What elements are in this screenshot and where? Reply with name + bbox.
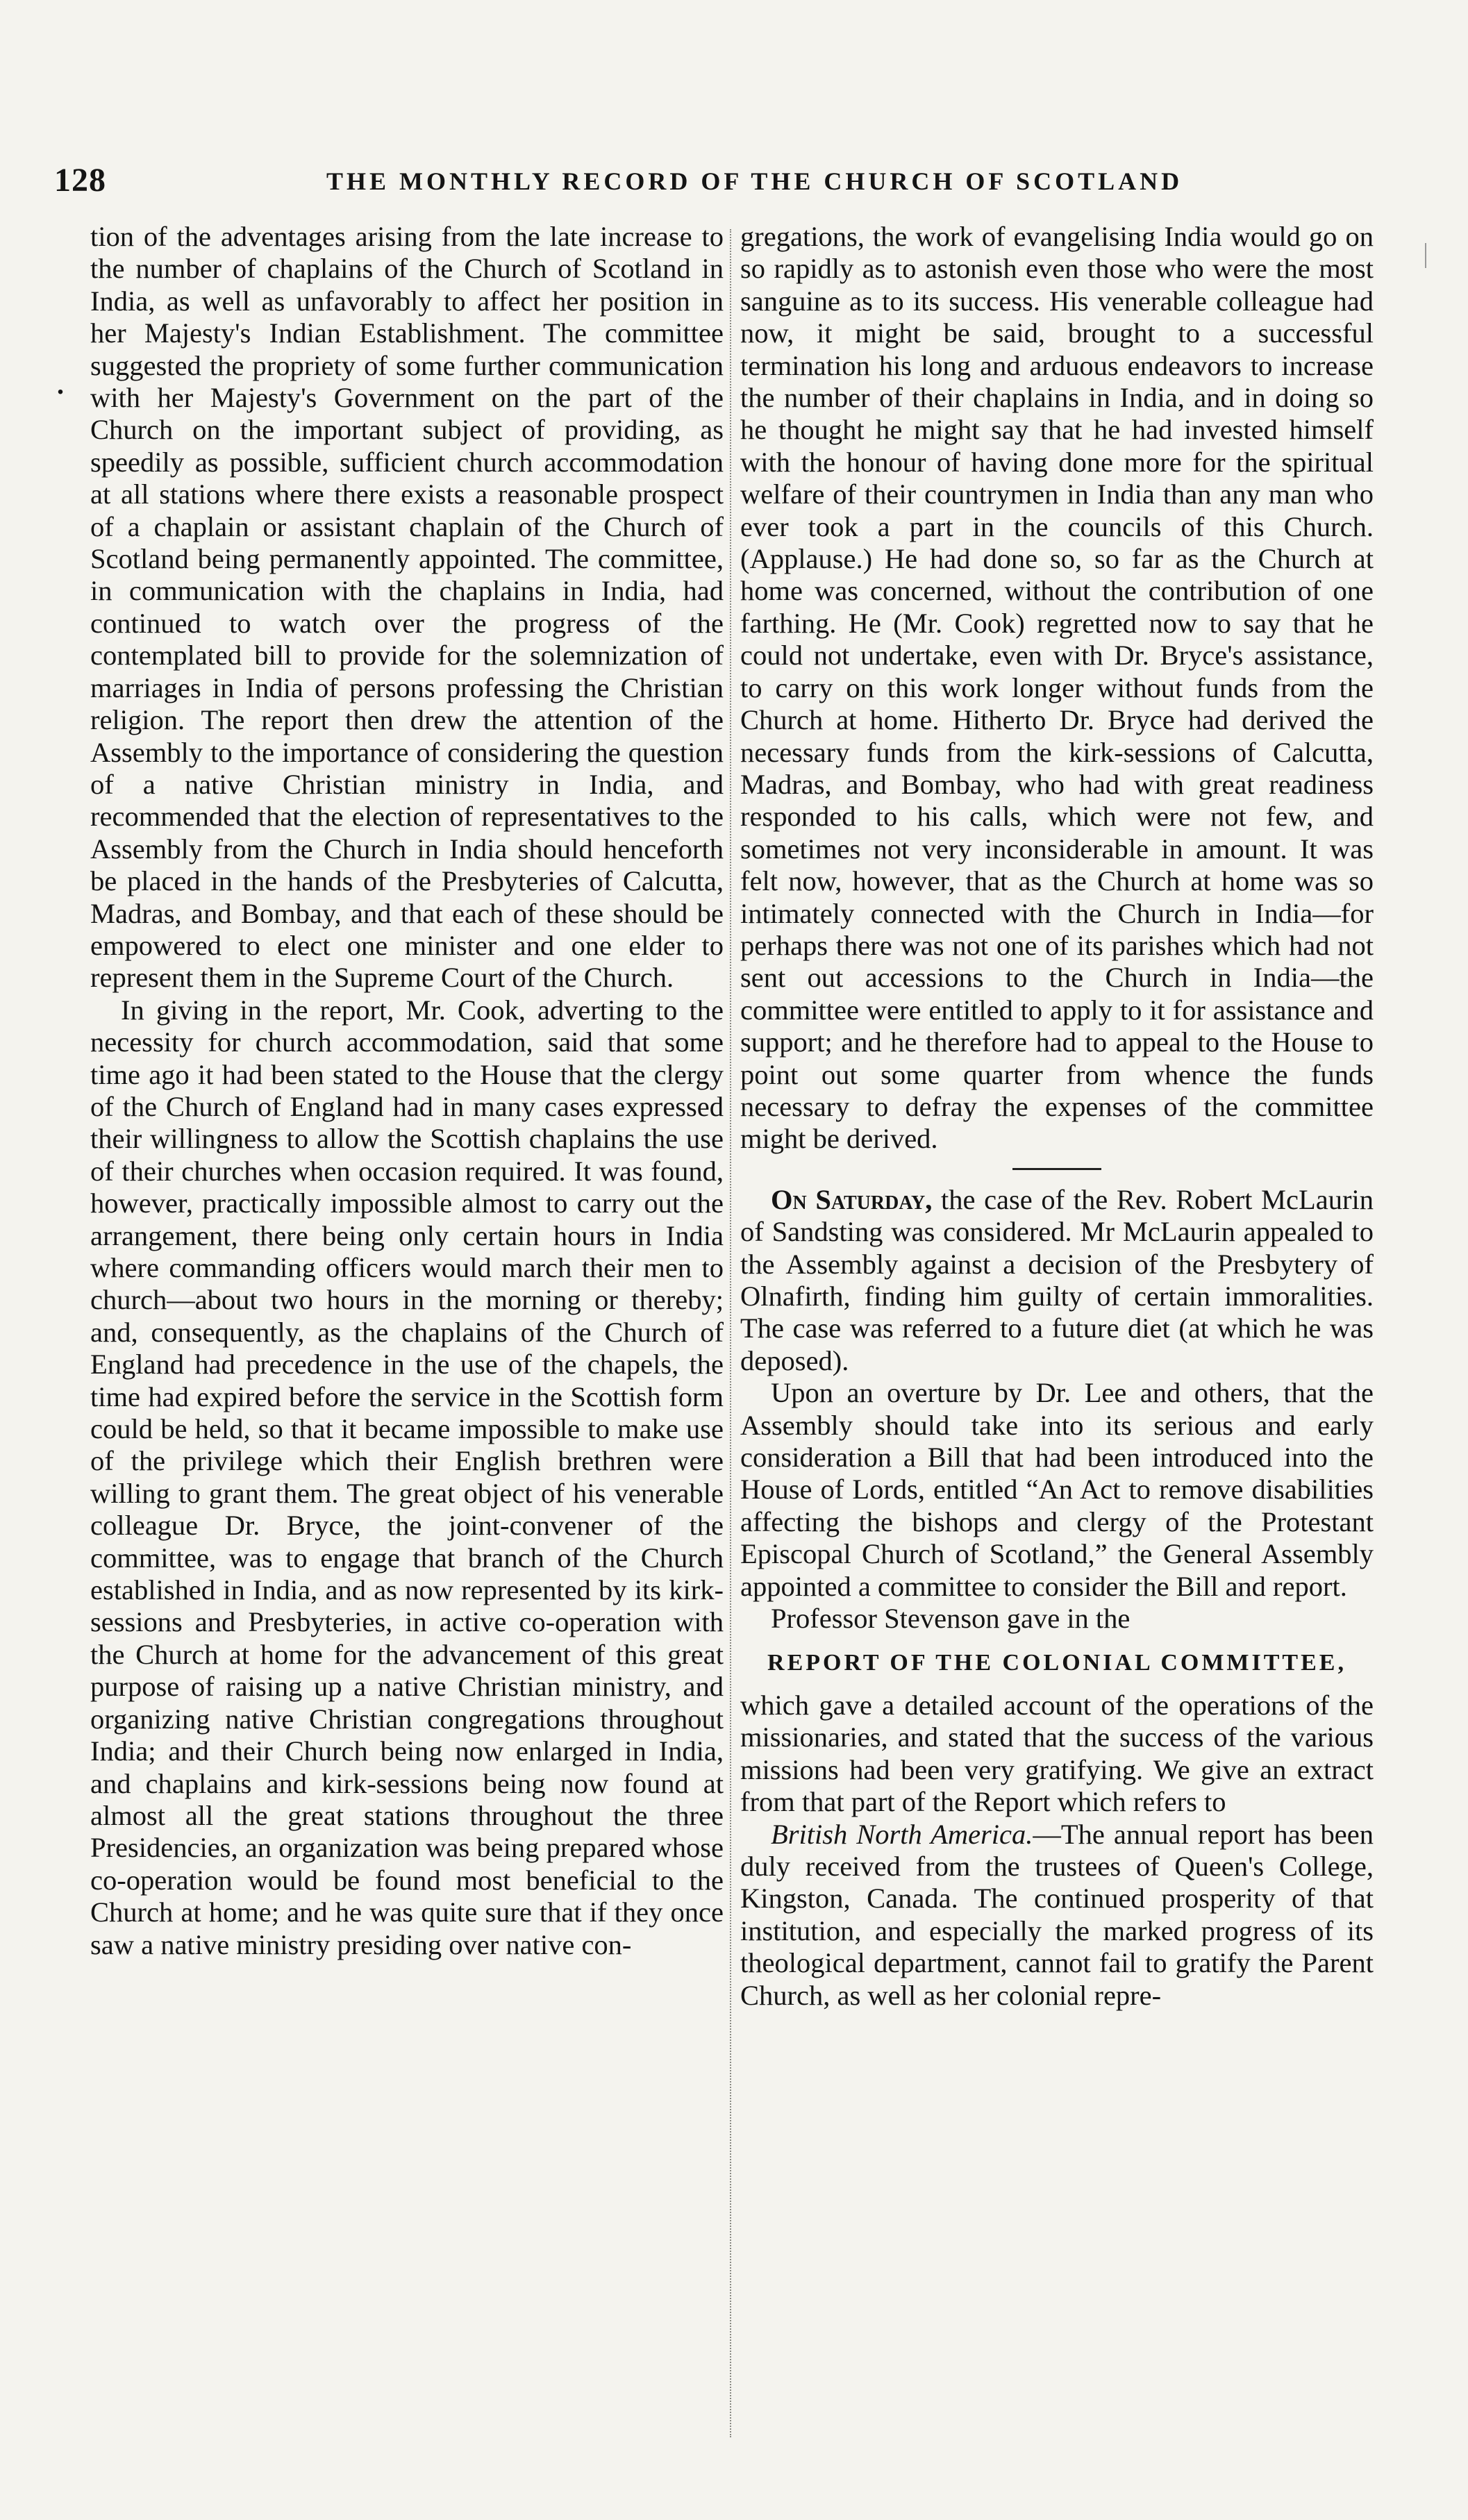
saturday-lead: On Saturday, <box>771 1183 933 1215</box>
running-title: THE MONTHLY RECORD OF THE CHURCH OF SCOTLAND <box>326 167 1183 195</box>
right-paragraph-4: Professor Stevenson gave in the <box>771 1603 1131 1635</box>
british-north-america-text: —The annual report has been duly received from the trustees of Queen's College, Kingston, Canada. The continued prosperity of that institution, and especially the marked progress of its theological department, cannot fail to gratify the Parent Church, as well as her colonial repre- <box>740 1818 1374 2011</box>
column-divider <box>730 229 731 2437</box>
right-paragraph-6 <box>740 1819 1374 2012</box>
left-paragraph-1: tion of the adventages arising from the late increase to the number of chaplains of the Church of Scotland in India, as well as unfavorably to affect her position in her Majesty's Indian Establishment. The committee suggested the propriety of some further communication with her Majesty's Government on the part of the Church on the important subject of providing, as speedily as possible, sufficient church accommodation at all stations where there exists a reasonable prospect of a chaplain or assistant chaplain of the Church of Scotland being permanently appointed. The committee, in communication with the chaplains in India, had continued to watch over the progress of the contemplated bill to provide for the solemnization of marriages in India of persons professing the Christian religion. The report then drew the attention of the Assembly to the importance of considering the question of a native Christian ministry in India, and recommended that the election of representatives to the Assembly from the Church in India should henceforth be placed in the hands of the Presbyteries of Calcutta, Madras, and Bombay, and that each of these should be empowered to elect one minister and one elder to represent them in the Supreme Court of the Church. <box>90 221 724 994</box>
page-number: 128 <box>54 162 106 199</box>
right-paragraph-1: gregations, the work of evangelising India would go on so rapidly as to astonish even those who were the most sanguine as to its success. His venerable colleague had now, it might be said, brought to a successful termination his long and arduous endeavors to increase the number of their chaplains in India, and in doing so he thought he might say that he had invested himself with the honour of having done more for the spiritual welfare of their countrymen in India than any man who ever took a part in the councils of this Church. (Applause.) He had done so, so far as the Church at home was concerned, without the contribution of one farthing. He (Mr. Cook) regretted now to say that he could not undertake, even with Dr. Bryce's assistance, to carry on this work longer without funds from the Church at home. Hitherto Dr. Bryce had derived the necessary funds from the kirk-sessions of Calcutta, Madras, and Bombay, who had with great readiness responded to his calls, which were not few, and sometimes not very inconsiderable in amount. It was felt now, however, that as the Church at home was so intimately connected with the Church in India—for perhaps there was not one of its parishes which had not sent out accessions to the Church in India—the committee were entitled to apply to it for assistance and support; and he therefore had to appeal to the House to point out some quarter from whence the funds necessary to defray the expenses of the committee might be derived. <box>740 221 1374 1155</box>
section-divider <box>1012 1168 1101 1170</box>
page-header <box>54 161 1374 210</box>
saturday-text: the case of the Rev. Robert McLaurin of Sandsting was considered. Mr McLaurin appealed to the Assembly against a decision of the Presbytery of Olnafirth, finding him guilty of certain immoralities. The case was referred to a future diet (at which he was deposed). <box>740 1183 1374 1376</box>
right-paragraph-3: Upon an overture by Dr. Lee and others, that the Assembly should take into its serious and early consideration a Bill that had been introduced into the House of Lords, entitled “An Act to remove disabilities affecting the bishops and clergy of the Protestant Episcopal Church of Scotland,” the General Assembly appointed a committee to consider the Bill and report. <box>740 1377 1374 1602</box>
right-column <box>740 221 1374 2012</box>
left-paragraph-2: In giving in the report, Mr. Cook, adverting to the necessity for church accommodation, said that some time ago it had been stated to the House that the clergy of the Church of England had in many cases expressed their willingness to allow the Scottish chaplains the use of their churches when occasion required. It was found, however, practically impossible almost to carry out the arrangement, there being only certain hours in India where commanding officers would march their men to church—about two hours in the morning or thereby; and, consequently, as the chaplains of the Church of England had precedence in the use of the chapels, the time had expired before the service in the Scottish form could be held, so that it became impossible to make use of the privilege which their English brethren were willing to grant them. The great object of his venerable colleague Dr. Bryce, the joint-convener of the committee, was to engage that branch of the Church established in India, and as now represented by its kirk-sessions and Presbyteries, in active co-operation with the Church at home for the advancement of this great purpose of raising up a native Christian ministry, and organizing native Christian congregations throughout India; and their Church being now enlarged in India, and chaplains and kirk-sessions being now found at almost all the great stations throughout the three Presidencies, an organization was being prepared whose co-operation would be found most beneficial to the Church at home; and he was quite sure that if they once saw a native ministry presiding over native con- <box>90 994 724 1960</box>
section-heading: REPORT OF THE COLONIAL COMMITTEE, <box>767 1650 1346 1676</box>
right-paragraph-5: which gave a detailed account of the operations of the missionaries, and stated that the success of the various missions had been very gratifying. We give an extract from that part of the Report which refers to <box>740 1689 1374 1818</box>
margin-mark: . <box>57 369 64 400</box>
left-column <box>90 221 724 1961</box>
margin-tick <box>1425 243 1426 268</box>
british-north-america-lead: British North America. <box>771 1818 1033 1850</box>
right-paragraph-2 <box>740 1184 1374 1377</box>
